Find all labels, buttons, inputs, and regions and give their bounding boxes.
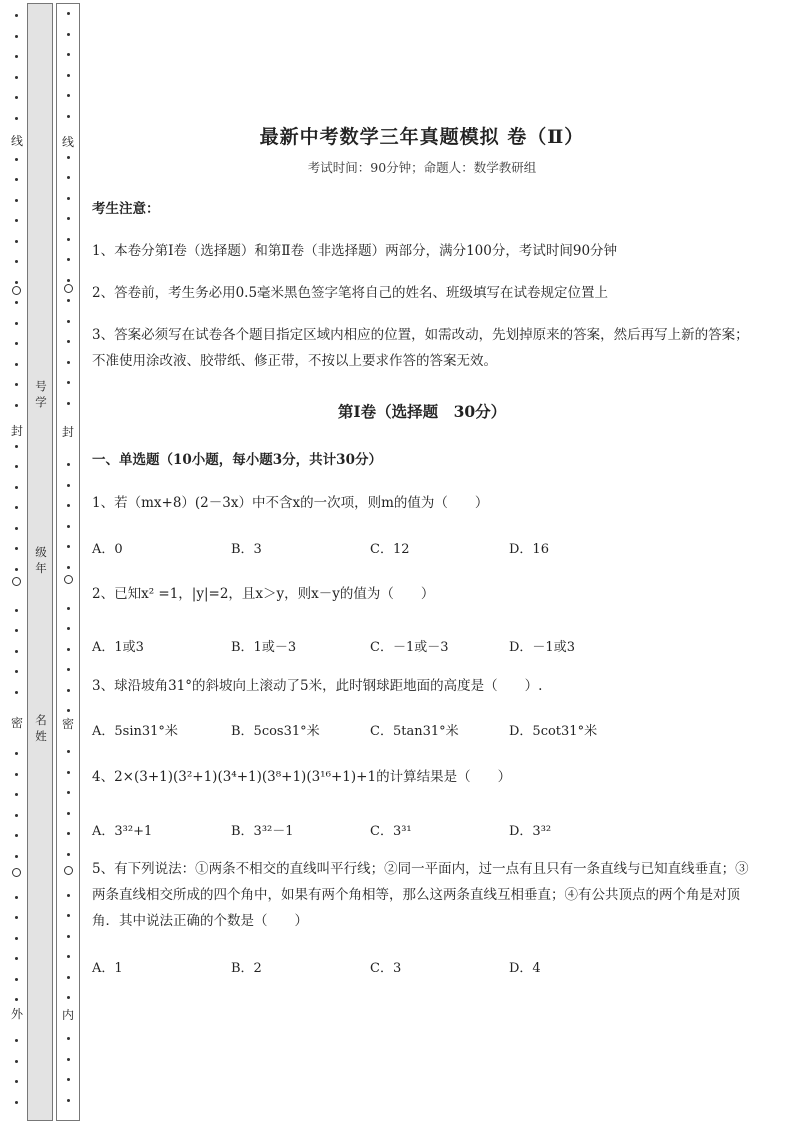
- binding-dot: [67, 115, 70, 118]
- binding-dot: [15, 281, 18, 284]
- binding-label-feng-left: 封: [10, 424, 23, 438]
- binding-dot: [15, 916, 18, 919]
- binding-dot: [67, 689, 70, 692]
- binding-dot: [67, 771, 70, 774]
- binding-dot: [15, 363, 18, 366]
- binding-dot: [15, 219, 18, 222]
- circle-mark: [64, 284, 73, 293]
- binding-dot: [67, 238, 70, 241]
- binding-dot: [67, 750, 70, 753]
- binding-dot: [67, 12, 70, 15]
- binding-dot: [15, 957, 18, 960]
- binding-dot: [15, 896, 18, 899]
- binding-dot: [67, 996, 70, 999]
- question-options: [92, 720, 752, 739]
- option-c: C．3: [370, 961, 402, 976]
- option-a: A．1: [92, 961, 123, 976]
- binding-dot: [15, 76, 18, 79]
- option-b: B．1或－3: [231, 640, 297, 655]
- binding-dot: [15, 814, 18, 817]
- binding-dot: [15, 547, 18, 550]
- question-stem: 1、若（mx+8）(2－3x）中不含x的一次项，则m的值为（ ）: [92, 495, 489, 511]
- binding-dot: [15, 178, 18, 181]
- field-student-number: 号学: [35, 379, 47, 409]
- binding-dot: [15, 978, 18, 981]
- binding-dot: [67, 791, 70, 794]
- binding-dot: [15, 752, 18, 755]
- binding-dot: [67, 279, 70, 282]
- binding-dot: [67, 340, 70, 343]
- binding-dot: [67, 566, 70, 569]
- binding-dot: [67, 156, 70, 159]
- binding-dot: [67, 914, 70, 917]
- binding-dot: [67, 197, 70, 200]
- binding-label-xian-right: 线: [61, 135, 74, 149]
- option-b: B．5cos31°米: [231, 724, 320, 739]
- circle-mark: [12, 577, 21, 586]
- question-options: [92, 538, 752, 557]
- binding-dot: [15, 342, 18, 345]
- option-d: D．－1或3: [509, 640, 575, 655]
- binding-dot: [67, 627, 70, 630]
- binding-dot: [67, 217, 70, 220]
- binding-dot: [67, 1037, 70, 1040]
- binding-dot: [67, 74, 70, 77]
- circle-mark: [12, 868, 21, 877]
- binding-dot: [15, 773, 18, 776]
- option-a: A．5sin31°米: [92, 724, 178, 739]
- binding-dot: [67, 320, 70, 323]
- binding-dot: [15, 855, 18, 858]
- binding-dot: [67, 463, 70, 466]
- binding-dot: [15, 998, 18, 1001]
- binding-dot: [15, 158, 18, 161]
- binding-dot: [15, 1060, 18, 1063]
- binding-dot: [15, 691, 18, 694]
- binding-dot: [67, 33, 70, 36]
- binding-dot: [67, 853, 70, 856]
- section-title: 第Ⅰ卷（选择题 30分）: [337, 402, 507, 421]
- binding-dot: [15, 199, 18, 202]
- binding-dot: [67, 1058, 70, 1061]
- binding-label-mi-left: 密: [10, 716, 23, 730]
- binding-label-mi-right: 密: [61, 717, 74, 731]
- option-c: C．12: [370, 542, 410, 557]
- binding-label-wai: 外: [10, 1007, 23, 1021]
- part-heading: 一、单选题（10小题，每小题3分，共计30分）: [92, 452, 382, 468]
- option-c: C．－1或－3: [370, 640, 449, 655]
- option-c: C．3³¹: [370, 824, 412, 839]
- option-d: D．3³²: [509, 824, 552, 839]
- binding-dot: [15, 568, 18, 571]
- notice-item: 2、答卷前，考生务必用0.5毫米黑色签字笔将自己的姓名、班级填写在试卷规定位置上: [92, 285, 609, 301]
- binding-dot: [15, 506, 18, 509]
- binding-dot: [15, 650, 18, 653]
- binding-dot: [15, 609, 18, 612]
- binding-dot: [67, 299, 70, 302]
- option-b: B．2: [231, 961, 262, 976]
- binding-dot: [67, 935, 70, 938]
- left-dotted-line: [10, 6, 24, 1118]
- question-stem: 4、2×(3+1)(3²+1)(3⁴+1)(3⁸+1)(3¹⁶+1)+1的计算结果是（ ）: [92, 769, 512, 785]
- binding-dot: [67, 832, 70, 835]
- binding-dot: [67, 94, 70, 97]
- binding-dot: [67, 812, 70, 815]
- binding-dot: [15, 96, 18, 99]
- binding-dot: [15, 117, 18, 120]
- option-c: C．5tan31°米: [370, 724, 459, 739]
- binding-dot: [67, 53, 70, 56]
- binding-dot: [15, 465, 18, 468]
- notice-item: 1、本卷分第Ⅰ卷（选择题）和第Ⅱ卷（非选择题）两部分，满分100分，考试时间90分钟: [92, 243, 618, 259]
- student-info-strip: [27, 3, 53, 1121]
- binding-dot: [15, 35, 18, 38]
- binding-dot: [67, 668, 70, 671]
- binding-dot: [15, 1080, 18, 1083]
- binding-dot: [15, 629, 18, 632]
- binding-dot: [15, 834, 18, 837]
- binding-dot: [15, 793, 18, 796]
- option-a: A．1或3: [92, 640, 144, 655]
- notice-heading: 考生注意：: [92, 201, 160, 217]
- question-stem: 3、球沿坡角31°的斜坡向上滚动了5米，此时钢球距地面的高度是（ ）.: [92, 678, 543, 694]
- binding-dot: [15, 937, 18, 940]
- binding-dot: [67, 504, 70, 507]
- binding-dot: [67, 484, 70, 487]
- option-d: D．16: [509, 542, 549, 557]
- option-a: A．3³²+1: [92, 824, 153, 839]
- binding-dot: [67, 976, 70, 979]
- binding-dot: [15, 404, 18, 407]
- binding-label-xian-left: 线: [10, 134, 23, 148]
- binding-dot: [15, 301, 18, 304]
- right-dotted-line: [56, 3, 80, 1121]
- question-options: [92, 636, 752, 655]
- binding-dot: [15, 14, 18, 17]
- binding-dot: [67, 361, 70, 364]
- binding-dot: [15, 240, 18, 243]
- circle-mark: [64, 866, 73, 875]
- option-d: D．4: [509, 961, 541, 976]
- circle-mark: [12, 286, 21, 295]
- binding-dot: [15, 1101, 18, 1104]
- binding-dot: [67, 381, 70, 384]
- binding-dot: [67, 1099, 70, 1102]
- binding-dot: [67, 258, 70, 261]
- binding-dot: [15, 260, 18, 263]
- binding-dot: [15, 322, 18, 325]
- binding-dot: [15, 445, 18, 448]
- option-d: D．5cot31°米: [509, 724, 598, 739]
- binding-dot: [67, 607, 70, 610]
- binding-dot: [67, 894, 70, 897]
- circle-mark: [64, 575, 73, 584]
- binding-dot: [15, 1039, 18, 1042]
- binding-dot: [15, 486, 18, 489]
- question-options: [92, 820, 752, 839]
- binding-dot: [15, 383, 18, 386]
- question-options: [92, 957, 752, 976]
- binding-margin: [0, 0, 82, 1123]
- binding-dot: [67, 709, 70, 712]
- option-a: A．0: [92, 542, 123, 557]
- exam-info: 考试时间：90分钟；命题人：数学教研组: [307, 160, 537, 175]
- question-stem: 5、有下列说法：①两条不相交的直线叫平行线；②同一平面内，过一点有且只有一条直线与已知直线垂直；③两条直线相交所成的四个角中，如果有两个角相等，那么这两条直线互相垂直；④有公共顶点的两个角是对顶角．其中说法正确的个数是（ ）: [92, 861, 749, 929]
- binding-dot: [67, 545, 70, 548]
- option-b: B．3³²－1: [231, 824, 294, 839]
- binding-label-nei: 内: [61, 1008, 74, 1022]
- field-name: 名姓: [35, 713, 47, 743]
- binding-dot: [15, 527, 18, 530]
- binding-dot: [67, 648, 70, 651]
- question-stem: 2、已知x² =1，|y|=2，且x＞y，则x－y的值为（ ）: [92, 586, 435, 602]
- binding-dot: [67, 525, 70, 528]
- binding-dot: [67, 955, 70, 958]
- option-b: B．3: [231, 542, 262, 557]
- binding-dot: [67, 1078, 70, 1081]
- binding-dot: [67, 402, 70, 405]
- page-title: 最新中考数学三年真题模拟 卷（Ⅱ）: [259, 126, 585, 148]
- binding-dot: [67, 176, 70, 179]
- binding-dot: [15, 55, 18, 58]
- binding-dot: [15, 670, 18, 673]
- field-class: 级年: [35, 545, 47, 575]
- binding-label-feng-right: 封: [61, 425, 74, 439]
- notice-item: 3、答案必须写在试卷各个题目指定区域内相应的位置，如需改动，先划掉原来的答案，然后再写上新的答案；不准使用涂改液、胶带纸、修正带，不按以上要求作答的答案无效。: [92, 327, 749, 369]
